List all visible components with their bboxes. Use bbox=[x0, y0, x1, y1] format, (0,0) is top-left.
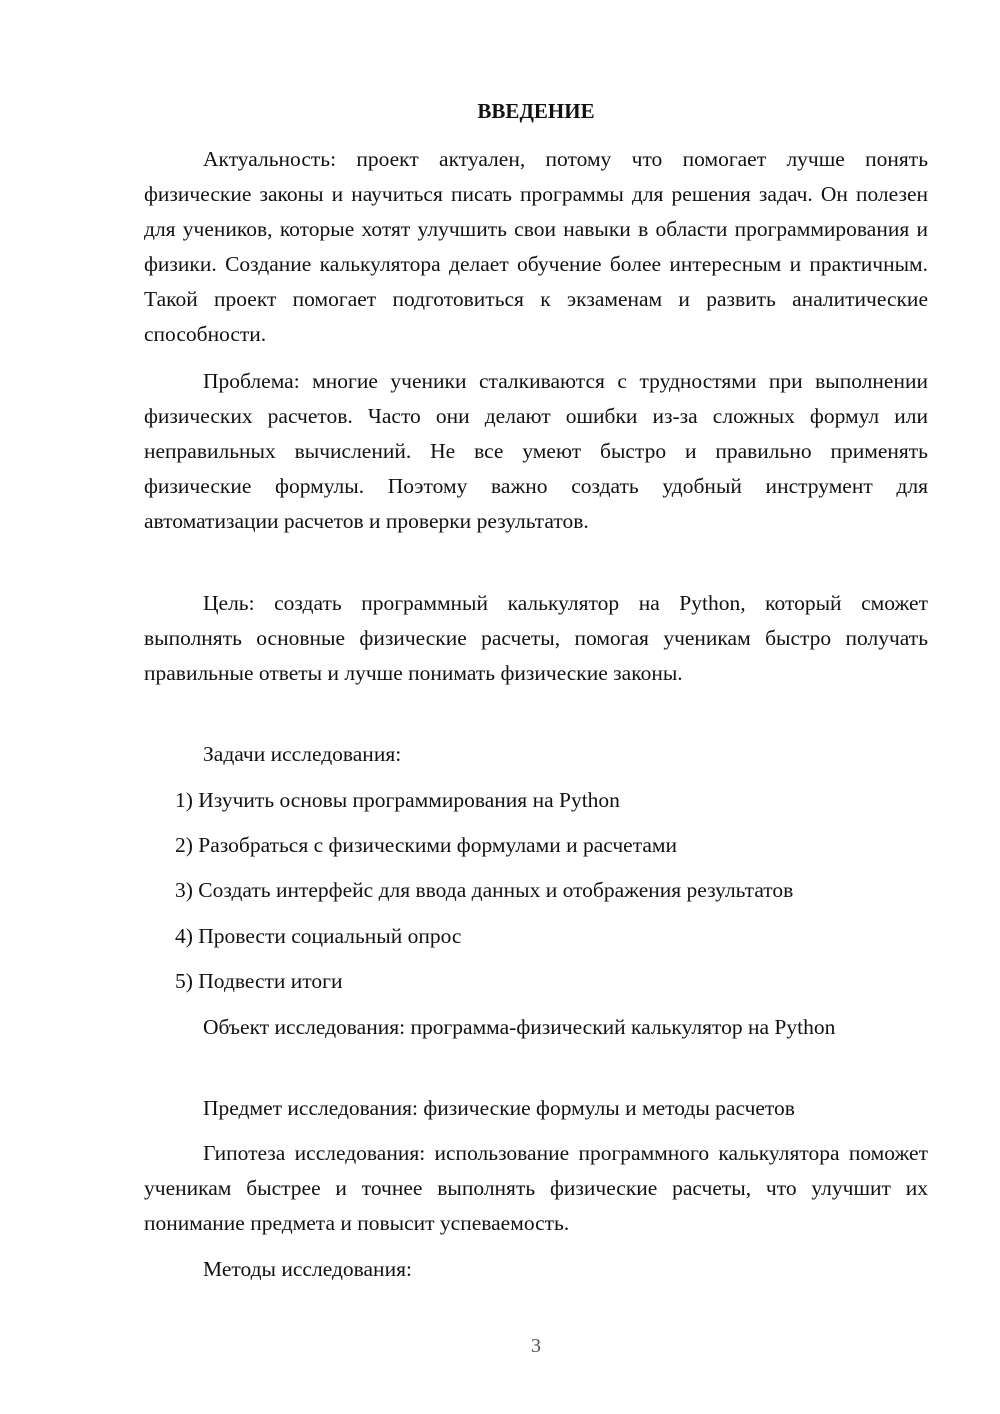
task-item: 2) Разобраться с физическими формулами и расчетами bbox=[175, 833, 678, 857]
problem-paragraph: Проблема: многие ученики сталкиваются с трудностями при выполнении физических расчетов. Часто они делают ошибки из-за сложных формул или неправильных вычислений. Не все умеют быстро и правильно применять физические формулы. Поэтому важно создать удобный инструмент для автоматизации расчетов и проверки результатов. bbox=[144, 369, 928, 533]
task-item: 3) Создать интерфейс для ввода данных и отображения результатов bbox=[175, 878, 794, 902]
section-title: ВВЕДЕНИЕ bbox=[477, 99, 595, 123]
goal-paragraph: Цель: создать программный калькулятор на Python, который сможет выполнять основные физические расчеты, помогая ученикам быстро получать правильные ответы и лучше понимать физические законы. bbox=[144, 591, 928, 685]
hypothesis-paragraph: Гипотеза исследования: использование программного калькулятора поможет ученикам быстрее и точнее выполнять физические расчеты, что улучшит их понимание предмета и повысит успеваемость. bbox=[144, 1141, 928, 1235]
methods-heading: Методы исследования: bbox=[203, 1257, 412, 1281]
page-number: 3 bbox=[531, 1335, 541, 1357]
task-item: 5) Подвести итоги bbox=[175, 969, 343, 993]
subject-paragraph: Предмет исследования: физические формулы и методы расчетов bbox=[203, 1096, 795, 1120]
tasks-heading: Задачи исследования: bbox=[203, 742, 402, 766]
relevance-paragraph: Актуальность: проект актуален, потому что помогает лучше понять физические законы и научиться писать программы для решения задач. Он полезен для учеников, которые хотят улучшить свои навыки в области программирования и физики. Создание калькулятора делает обучение более интересным и практичным. Такой проект помогает подготовиться к экзаменам и развить аналитические способности. bbox=[144, 147, 928, 346]
task-item: 4) Провести социальный опрос bbox=[175, 924, 462, 948]
document-page bbox=[144, 0, 928, 1414]
task-item: 1) Изучить основы программирования на Python bbox=[175, 788, 620, 812]
object-paragraph: Объект исследования: программа-физический калькулятор на Python bbox=[203, 1015, 836, 1039]
